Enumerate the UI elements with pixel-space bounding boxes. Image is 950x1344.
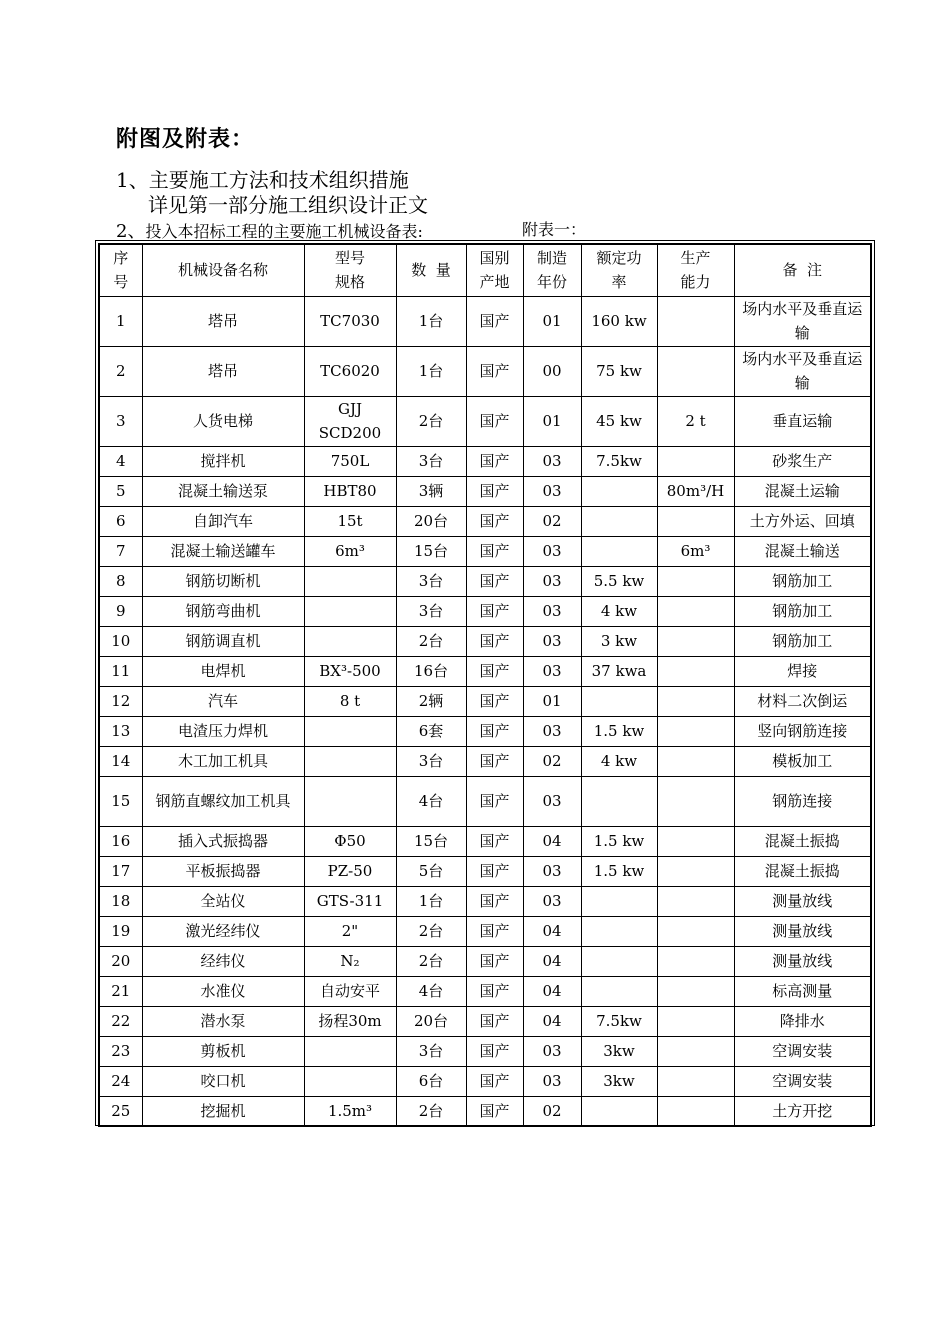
table-row [99,686,871,716]
page-heading: 附图及附表： [116,126,255,152]
cell-no: 5 [99,476,142,506]
cell-remark: 混凝土振捣 [734,856,871,886]
cell-power: 45 kw [581,396,657,446]
table-body [99,296,871,1126]
table-row [99,506,871,536]
cell-year: 04 [523,916,581,946]
cell-remark: 场内水平及垂直运输 [734,346,871,396]
cell-origin: 国产 [466,826,523,856]
cell-name: 潜水泵 [142,1006,304,1036]
cell-power [581,536,657,566]
cell-qty: 2台 [396,396,466,446]
cell-year: 01 [523,396,581,446]
cell-model: 扬程30m [304,1006,396,1036]
cell-no: 11 [99,656,142,686]
table-row [99,916,871,946]
cell-remark: 竖向钢筋连接 [734,716,871,746]
cell-name: 全站仪 [142,886,304,916]
cell-origin: 国产 [466,1036,523,1066]
cell-origin: 国产 [466,596,523,626]
cell-no: 23 [99,1036,142,1066]
cell-capacity [657,346,734,396]
cell-remark: 混凝土输送 [734,536,871,566]
cell-power [581,946,657,976]
cell-year: 04 [523,976,581,1006]
cell-capacity [657,856,734,886]
table-row [99,346,871,396]
cell-capacity [657,626,734,656]
cell-capacity [657,686,734,716]
cell-origin: 国产 [466,946,523,976]
cell-name: 激光经纬仪 [142,916,304,946]
cell-power: 5.5 kw [581,566,657,596]
cell-remark: 混凝土运输 [734,476,871,506]
cell-qty: 3台 [396,1036,466,1066]
cell-qty: 2台 [396,1096,466,1126]
table-row [99,596,871,626]
cell-qty: 1台 [396,886,466,916]
cell-qty: 15台 [396,536,466,566]
cell-qty: 4台 [396,776,466,826]
cell-no: 16 [99,826,142,856]
cell-no: 7 [99,536,142,566]
cell-model: PZ-50 [304,856,396,886]
table-row [99,1006,871,1036]
cell-capacity: 2 t [657,396,734,446]
cell-power [581,916,657,946]
cell-name: 混凝土输送罐车 [142,536,304,566]
cell-remark: 测量放线 [734,916,871,946]
header-power: 额定功 率 [581,244,657,296]
cell-year: 03 [523,446,581,476]
cell-qty: 20台 [396,1006,466,1036]
cell-origin: 国产 [466,1006,523,1036]
table-row [99,886,871,916]
cell-capacity [657,1066,734,1096]
cell-power: 3kw [581,1036,657,1066]
cell-name: 塔吊 [142,296,304,346]
cell-capacity [657,1036,734,1066]
cell-origin: 国产 [466,716,523,746]
cell-model: HBT80 [304,476,396,506]
cell-qty: 20台 [396,506,466,536]
cell-power: 1.5 kw [581,716,657,746]
cell-capacity [657,946,734,976]
cell-name: 搅拌机 [142,446,304,476]
cell-origin: 国产 [466,296,523,346]
cell-origin: 国产 [466,1096,523,1126]
cell-model: 2" [304,916,396,946]
appendix-label: 附表一： [522,220,587,239]
cell-qty: 6套 [396,716,466,746]
cell-no: 12 [99,686,142,716]
cell-model: GTS-311 [304,886,396,916]
cell-remark: 混凝土振捣 [734,826,871,856]
cell-model: 15t [304,506,396,536]
table-row [99,446,871,476]
cell-capacity [657,976,734,1006]
cell-year: 03 [523,566,581,596]
cell-name: 自卸汽车 [142,506,304,536]
cell-no: 25 [99,1096,142,1126]
cell-capacity: 80m³/H [657,476,734,506]
cell-name: 水准仪 [142,976,304,1006]
cell-no: 9 [99,596,142,626]
cell-power: 160 kw [581,296,657,346]
table-row [99,776,871,826]
cell-qty: 3台 [396,446,466,476]
cell-year: 02 [523,1096,581,1126]
cell-no: 8 [99,566,142,596]
table-row [99,746,871,776]
cell-no: 14 [99,746,142,776]
cell-power: 75 kw [581,346,657,396]
cell-no: 2 [99,346,142,396]
cell-power: 1.5 kw [581,826,657,856]
table-row [99,826,871,856]
table-row [99,1066,871,1096]
cell-remark: 测量放线 [734,886,871,916]
cell-model: 750L [304,446,396,476]
cell-name: 塔吊 [142,346,304,396]
cell-model: 自动安平 [304,976,396,1006]
cell-remark: 钢筋加工 [734,566,871,596]
cell-capacity [657,446,734,476]
cell-remark: 模板加工 [734,746,871,776]
table-row [99,296,871,346]
cell-capacity [657,826,734,856]
table-row [99,976,871,1006]
cell-remark: 标高测量 [734,976,871,1006]
cell-model [304,596,396,626]
table-row [99,656,871,686]
cell-origin: 国产 [466,656,523,686]
cell-name: 钢筋直螺纹加工机具 [142,776,304,826]
cell-origin: 国产 [466,346,523,396]
cell-qty: 2台 [396,626,466,656]
cell-remark: 砂浆生产 [734,446,871,476]
cell-no: 10 [99,626,142,656]
cell-remark: 测量放线 [734,946,871,976]
cell-power [581,476,657,506]
cell-year: 03 [523,596,581,626]
table-row [99,626,871,656]
cell-qty: 3台 [396,746,466,776]
cell-remark: 空调安装 [734,1036,871,1066]
cell-model: 8 t [304,686,396,716]
cell-model [304,746,396,776]
cell-origin: 国产 [466,776,523,826]
cell-model: 1.5m³ [304,1096,396,1126]
cell-no: 21 [99,976,142,1006]
cell-year: 00 [523,346,581,396]
cell-year: 04 [523,826,581,856]
cell-origin: 国产 [466,566,523,596]
cell-year: 03 [523,1066,581,1096]
cell-no: 15 [99,776,142,826]
cell-qty: 6台 [396,1066,466,1096]
table-row [99,856,871,886]
cell-name: 剪板机 [142,1036,304,1066]
cell-model [304,716,396,746]
cell-model: TC7030 [304,296,396,346]
cell-no: 20 [99,946,142,976]
table-row [99,476,871,506]
cell-remark: 降排水 [734,1006,871,1036]
table-row [99,1036,871,1066]
cell-capacity [657,566,734,596]
cell-model: N₂ [304,946,396,976]
cell-origin: 国产 [466,536,523,566]
cell-year: 01 [523,296,581,346]
cell-capacity: 6m³ [657,536,734,566]
cell-power [581,506,657,536]
cell-no: 6 [99,506,142,536]
cell-origin: 国产 [466,916,523,946]
cell-remark: 钢筋连接 [734,776,871,826]
section-1-title: 1、主要施工方法和技术组织措施 [116,168,409,192]
cell-origin: 国产 [466,686,523,716]
cell-power: 7.5kw [581,446,657,476]
table-row [99,536,871,566]
cell-qty: 16台 [396,656,466,686]
cell-qty: 1台 [396,346,466,396]
cell-model: GJJ SCD200 [304,396,396,446]
cell-model: BX³-500 [304,656,396,686]
cell-remark: 焊接 [734,656,871,686]
cell-remark: 土方外运、回填 [734,506,871,536]
cell-name: 插入式振捣器 [142,826,304,856]
table-row [99,716,871,746]
cell-capacity [657,596,734,626]
cell-power: 3kw [581,1066,657,1096]
cell-qty: 3台 [396,596,466,626]
cell-origin: 国产 [466,1066,523,1096]
cell-power: 7.5kw [581,1006,657,1036]
cell-qty: 1台 [396,296,466,346]
cell-power: 37 kwa [581,656,657,686]
section-2-number: 2、 [116,221,146,242]
cell-origin: 国产 [466,746,523,776]
section-1-detail: 详见第一部分施工组织设计正文 [148,193,428,217]
cell-year: 03 [523,626,581,656]
cell-origin: 国产 [466,396,523,446]
cell-year: 04 [523,946,581,976]
cell-remark: 材料二次倒运 [734,686,871,716]
cell-name: 钢筋弯曲机 [142,596,304,626]
cell-power: 4 kw [581,596,657,626]
cell-power [581,976,657,1006]
cell-year: 02 [523,506,581,536]
cell-name: 咬口机 [142,1066,304,1096]
cell-model [304,626,396,656]
cell-origin: 国产 [466,626,523,656]
cell-model: 6m³ [304,536,396,566]
cell-qty: 3辆 [396,476,466,506]
cell-model [304,1066,396,1096]
cell-capacity [657,716,734,746]
cell-no: 24 [99,1066,142,1096]
cell-qty: 2台 [396,946,466,976]
cell-year: 03 [523,476,581,506]
cell-origin: 国产 [466,886,523,916]
header-year: 制造 年份 [523,244,581,296]
cell-model [304,1036,396,1066]
cell-year: 03 [523,656,581,686]
cell-name: 汽车 [142,686,304,716]
equipment-table [98,243,872,1127]
cell-capacity [657,1006,734,1036]
cell-year: 03 [523,776,581,826]
cell-year: 03 [523,716,581,746]
cell-qty: 2辆 [396,686,466,716]
equipment-table-frame [95,240,875,1126]
cell-no: 22 [99,1006,142,1036]
cell-year: 03 [523,536,581,566]
table-row [99,946,871,976]
cell-capacity [657,886,734,916]
cell-power [581,886,657,916]
cell-qty: 4台 [396,976,466,1006]
cell-no: 3 [99,396,142,446]
cell-model [304,566,396,596]
cell-origin: 国产 [466,506,523,536]
cell-no: 13 [99,716,142,746]
table-row [99,396,871,446]
cell-name: 电焊机 [142,656,304,686]
cell-capacity [657,916,734,946]
cell-year: 02 [523,746,581,776]
cell-power [581,776,657,826]
cell-origin: 国产 [466,856,523,886]
cell-model [304,776,396,826]
header-origin: 国别 产地 [466,244,523,296]
cell-year: 01 [523,686,581,716]
cell-model: TC6020 [304,346,396,396]
section-2-text: 投入本招标工程的主要施工机械设备表: [145,222,423,241]
cell-remark: 土方开挖 [734,1096,871,1126]
cell-capacity [657,506,734,536]
table-header-row [99,244,871,296]
cell-name: 钢筋切断机 [142,566,304,596]
cell-qty: 5台 [396,856,466,886]
header-qty: 数 量 [396,244,466,296]
cell-power: 1.5 kw [581,856,657,886]
table-row [99,566,871,596]
table-row [99,1096,871,1126]
header-name: 机械设备名称 [142,244,304,296]
cell-qty: 15台 [396,826,466,856]
cell-name: 木工加工机具 [142,746,304,776]
cell-capacity [657,296,734,346]
header-no: 序 号 [99,244,142,296]
cell-remark: 垂直运输 [734,396,871,446]
cell-power [581,1096,657,1126]
cell-remark: 钢筋加工 [734,626,871,656]
cell-remark: 钢筋加工 [734,596,871,626]
cell-power: 3 kw [581,626,657,656]
cell-origin: 国产 [466,976,523,1006]
cell-no: 19 [99,916,142,946]
cell-name: 钢筋调直机 [142,626,304,656]
header-capacity: 生产 能力 [657,244,734,296]
cell-name: 电渣压力焊机 [142,716,304,746]
cell-remark: 空调安装 [734,1066,871,1096]
cell-qty: 3台 [396,566,466,596]
cell-capacity [657,746,734,776]
cell-name: 经纬仪 [142,946,304,976]
cell-power [581,686,657,716]
cell-origin: 国产 [466,446,523,476]
cell-model: Φ50 [304,826,396,856]
cell-name: 人货电梯 [142,396,304,446]
header-remark: 备 注 [734,244,871,296]
cell-no: 1 [99,296,142,346]
cell-no: 18 [99,886,142,916]
cell-qty: 2台 [396,916,466,946]
cell-year: 03 [523,886,581,916]
cell-capacity [657,1096,734,1126]
cell-no: 4 [99,446,142,476]
cell-year: 04 [523,1006,581,1036]
cell-year: 03 [523,1036,581,1066]
cell-no: 17 [99,856,142,886]
cell-year: 03 [523,856,581,886]
header-model: 型号 规格 [304,244,396,296]
cell-power: 4 kw [581,746,657,776]
cell-origin: 国产 [466,476,523,506]
cell-name: 平板振捣器 [142,856,304,886]
cell-capacity [657,776,734,826]
cell-capacity [657,656,734,686]
cell-remark: 场内水平及垂直运输 [734,296,871,346]
cell-name: 混凝土输送泵 [142,476,304,506]
cell-name: 挖掘机 [142,1096,304,1126]
